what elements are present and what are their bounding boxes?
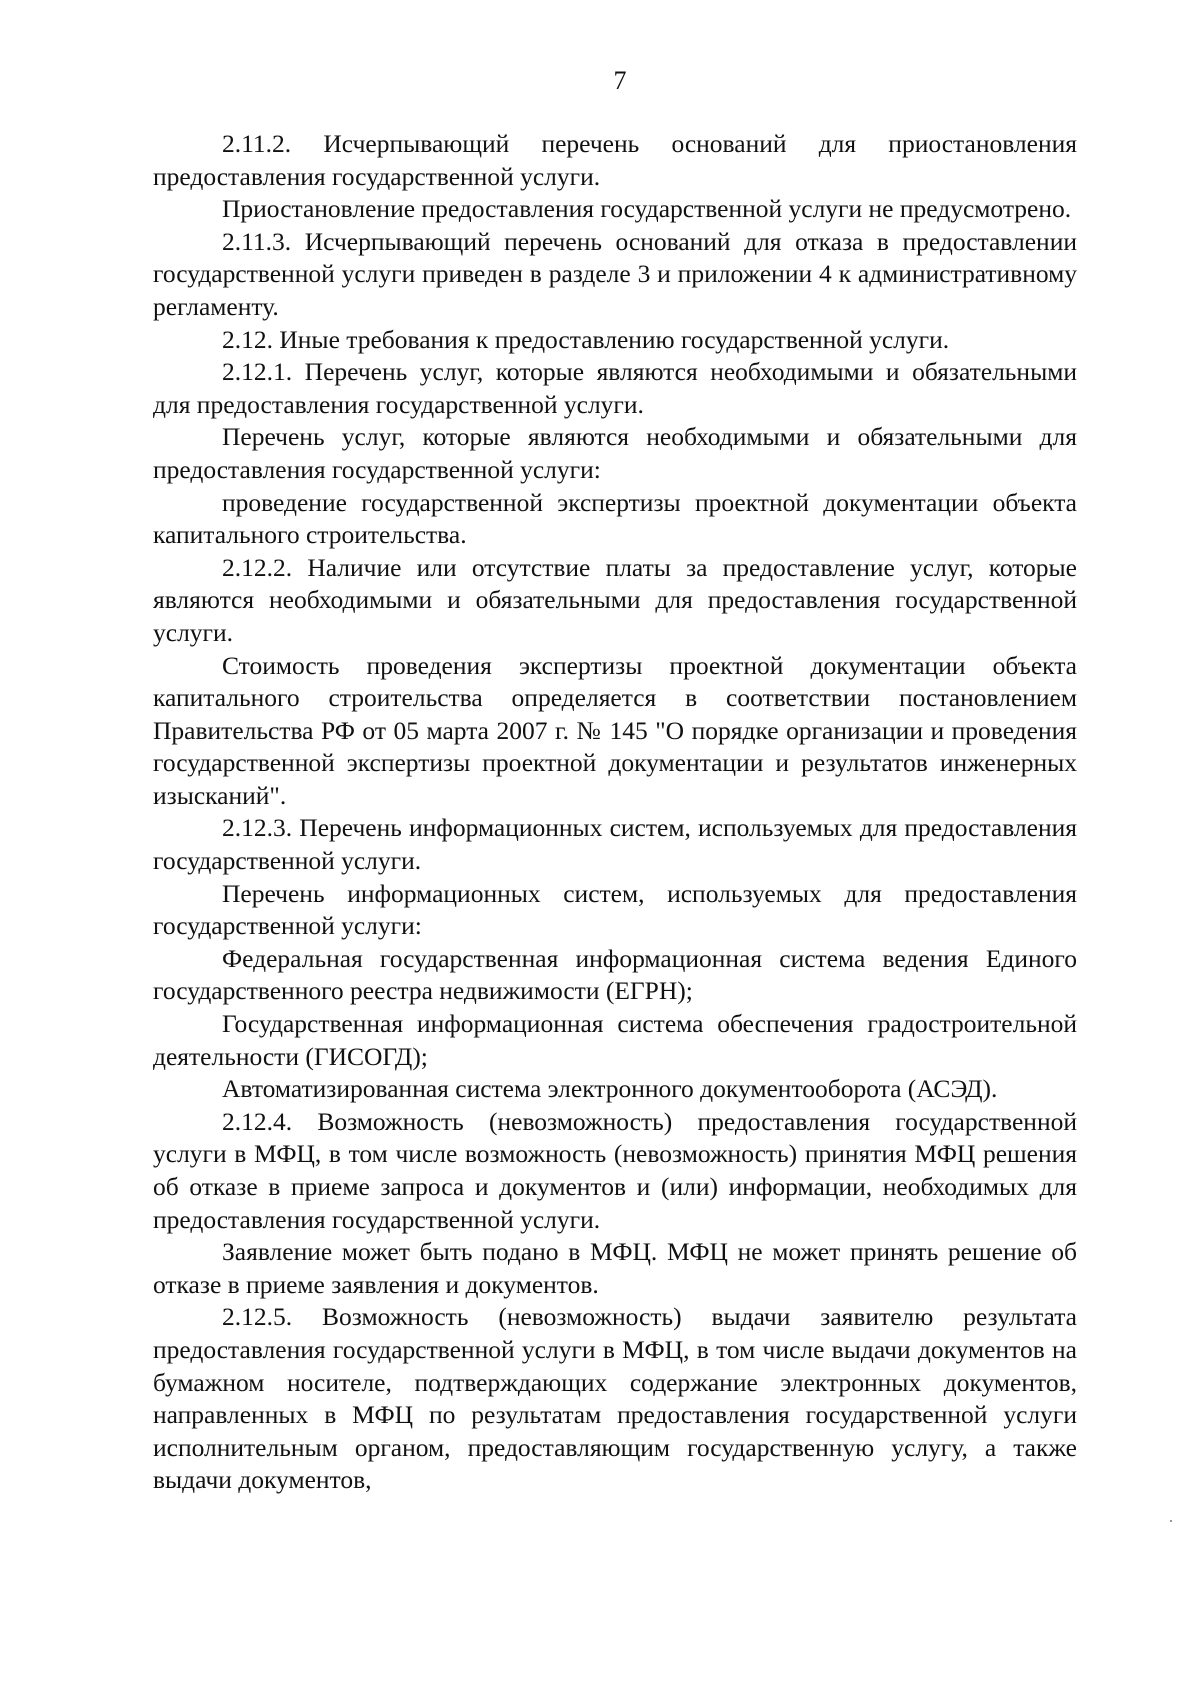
paragraph-2-11-2: 2.11.2. Исчерпывающий перечень оснований для приостановления предоставления государственной услуги. (153, 129, 1077, 191)
paragraph-egrn: Федеральная государственная информационная система ведения Единого государственного реестра недвижимости (ЕГРН); (153, 943, 1077, 1006)
scan-speck (1170, 1520, 1172, 1522)
paragraph-2-12-5: 2.12.5. Возможность (невозможность) выдачи заявителю результата предоставления государственной услуги в МФЦ, в том числе выдачи документов на бумажном носителе, подтверждающих содержание электронных документов, направленных в МФЦ по результатам предоставления государственной услуги исполнительным органом, предоставляющим государственную услугу, а также выдачи документов, (153, 1302, 1077, 1495)
paragraph-suspension-not-provided: Приостановление предоставления государственной услуги не предусмотрено. (222, 194, 1072, 224)
paragraph-ased: Автоматизированная система электронного документооборота (АСЭД). (222, 1074, 998, 1104)
paragraph-2-12-1: 2.12.1. Перечень услуг, которые являются необходимыми и обязательными для предоставления государственной услуги. (153, 357, 1077, 419)
paragraph-2-12: 2.12. Иные требования к предоставлению государственной услуги. (222, 324, 950, 354)
paragraph-gisogd: Государственная информационная система обеспечения градостроительной деятельности (ГИСОГД); (153, 1009, 1077, 1071)
paragraph-2-12-3: 2.12.3. Перечень информационных систем, используемых для предоставления государственной услуги. (153, 813, 1077, 876)
paragraph-2-12-2: 2.12.2. Наличие или отсутствие платы за предоставление услуг, которые являются необходимыми и обязательными для предоставления государственной услуги. (153, 552, 1077, 647)
paragraph-mfc-application: Заявление может быть подано в МФЦ. МФЦ не может принять решение об отказе в приеме заявления и документов. (153, 1237, 1077, 1299)
paragraph-state-expertise: проведение государственной экспертизы проектной документации объекта капитального строительства. (153, 487, 1077, 550)
page-number: 7 (613, 66, 627, 95)
document-body (153, 128, 1077, 1497)
paragraph-information-systems-list: Перечень информационных систем, используемых для предоставления государственной услуги: (153, 878, 1077, 941)
paragraph-expertise-cost: Стоимость проведения экспертизы проектной документации объекта капитального строительства определяется в соответствии постановлением Правительства РФ от 05 марта 2007 г. № 145 "О порядке организации и проведения государственной экспертизы проектной документации и результатов инженерных изысканий". (153, 650, 1077, 810)
paragraph-services-list: Перечень услуг, которые являются необходимыми и обязательными для предоставления государственной услуги: (153, 422, 1077, 484)
paragraph-2-12-4: 2.12.4. Возможность (невозможность) предоставления государственной услуги в МФЦ, в том числе возможность (невозможность) принятия МФЦ решения об отказе в приеме запроса и документов и (или) информации, необходимых для предоставления государственной услуги. (153, 1106, 1077, 1234)
paragraph-2-11-3: 2.11.3. Исчерпывающий перечень оснований для отказа в предоставлении государственной услуги приведен в разделе 3 и приложении 4 к административному регламенту. (153, 226, 1077, 321)
